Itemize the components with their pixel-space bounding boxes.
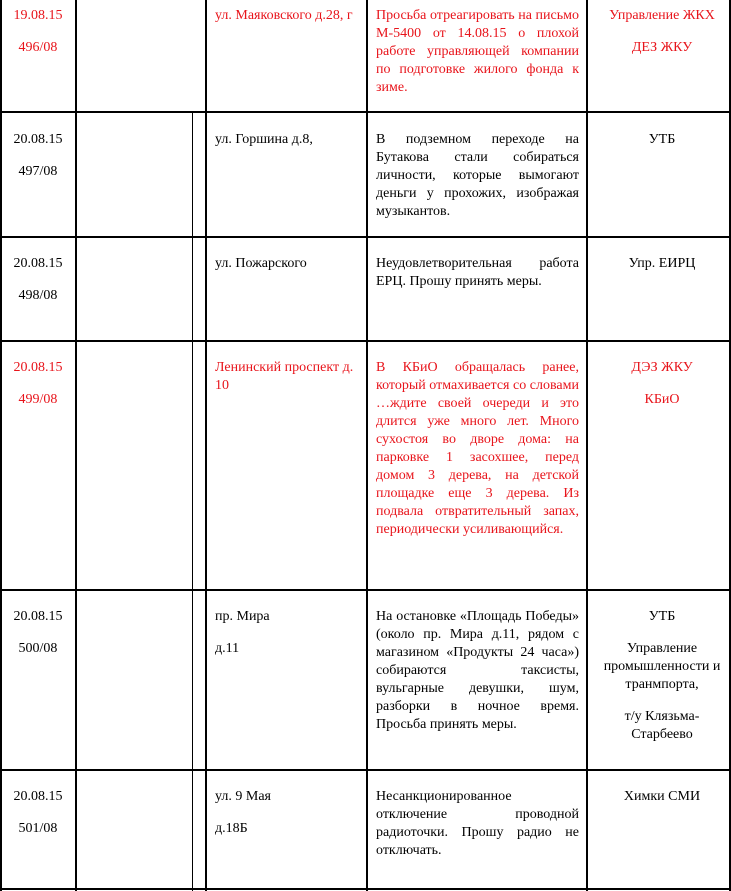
row-number: 498/08 (18, 288, 58, 303)
table-row (0, 591, 731, 769)
org-name: Химки СМИ (623, 789, 701, 804)
org-cell (596, 7, 728, 57)
date-cell (0, 255, 76, 305)
row-date: 20.08.15 (13, 609, 63, 624)
address-cell (215, 7, 363, 25)
org-name: ДЭЗ ЖКУ (631, 360, 693, 375)
appeal-text: На остановке «Площадь Победы» (около пр. Мира д.11, рядом с магазином «Продукты 24 часа») собираются таксисты, вульгарные девушки, шум, разборки в ночное время. Просьба принять меры. (376, 609, 579, 732)
row-date: 20.08.15 (13, 132, 63, 147)
org-name: УТБ (648, 132, 676, 147)
table-row (0, 113, 731, 236)
org-name: УТБ (648, 609, 676, 624)
org-name: Управление промышленности и транмпорта, (603, 641, 721, 692)
appeal-text: В КБиО обращалась ранее, который отмахивается со словами …ждите своей очереди и это длится уже много лет. Много сухостоя во дворе дома: на парковке 1 засохшее, перед домом 3 дерева, на детской площадке еще 3 дерева. Из подвала отвратительный запах, периодически усиливающийся. (376, 360, 579, 537)
row-date: 20.08.15 (13, 360, 63, 375)
org-cell (596, 608, 728, 744)
org-name: ДЕЗ ЖКУ (631, 40, 693, 55)
address-line: ул. Маяковского д.28, г (215, 8, 353, 23)
address-line: д.11 (215, 641, 240, 656)
row-number: 496/08 (18, 40, 58, 55)
row-date: 20.08.15 (13, 789, 63, 804)
address-cell (215, 788, 363, 838)
address-cell (215, 131, 363, 149)
org-name: Упр. ЕИРЦ (628, 256, 696, 271)
date-cell (0, 7, 76, 57)
row-number: 499/08 (18, 392, 58, 407)
address-cell (215, 255, 363, 273)
row-number: 501/08 (18, 821, 58, 836)
table-row (0, 0, 731, 111)
table-row (0, 771, 731, 888)
org-name: КБиО (644, 392, 680, 407)
appeal-text: Просьба отреагировать на письмо М-5400 от 14.08.15 о плохой работе управляющей компании по подготовке жилого фонда к зиме. (376, 8, 579, 95)
org-name: т/у Клязьма-Старбеево (624, 709, 700, 742)
date-cell (0, 359, 76, 409)
org-cell (596, 255, 728, 273)
appeal-text: Несанкционированное отключение проводной радиоточки. Прошу радио не отключать. (376, 789, 579, 858)
address-line: д.18Б (215, 821, 248, 836)
table-row (0, 342, 731, 589)
address-cell (215, 608, 363, 658)
row-date: 20.08.15 (13, 256, 63, 271)
address-line: пр. Мира (215, 609, 270, 624)
date-cell (0, 131, 76, 181)
address-cell (215, 359, 363, 395)
org-cell (596, 788, 728, 806)
table-row (0, 238, 731, 340)
address-line: ул. Горшина д.8, (215, 132, 313, 147)
date-cell (0, 788, 76, 838)
date-cell (0, 608, 76, 658)
appeal-text: В подземном переходе на Бутакова стали собираться личности, которые вымогают деньги у прохожих, изображая музыкантов. (376, 132, 579, 219)
appeal-text: Неудовлетворительная работа ЕРЦ. Прошу принять меры. (376, 256, 579, 289)
row-number: 500/08 (18, 641, 58, 656)
row-divider (0, 888, 731, 890)
row-number: 497/08 (18, 164, 58, 179)
org-cell (596, 131, 728, 149)
org-cell (596, 359, 728, 409)
row-date: 19.08.15 (13, 8, 63, 23)
address-line: ул. 9 Мая (215, 789, 271, 804)
address-line: ул. Пожарского (215, 256, 307, 271)
address-line: Ленинский проспект д. 10 (215, 360, 354, 393)
org-name: Управление ЖКХ (609, 8, 715, 23)
